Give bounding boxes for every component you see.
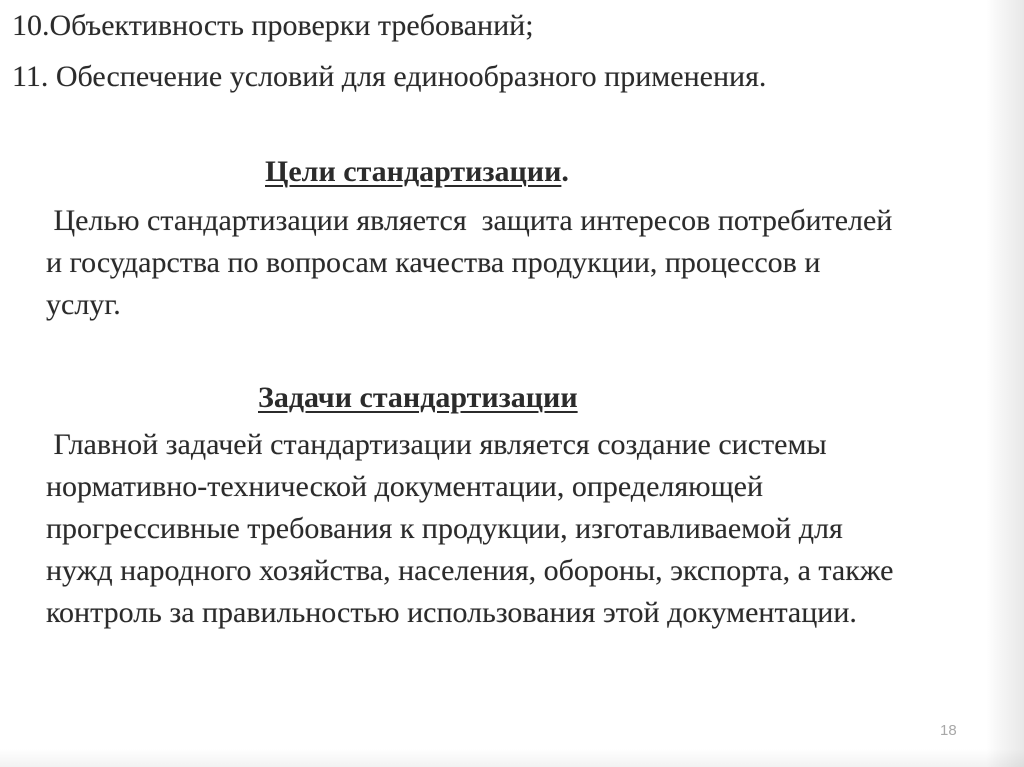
goals-paragraph (46, 200, 1006, 326)
bottom-shadow (0, 749, 1024, 767)
tasks-heading-text: Задачи стандартизации (258, 381, 578, 414)
goals-line-3: услуг. (46, 288, 121, 321)
list-item-11: 11. Обеспечение условий для единообразного применения. (12, 60, 767, 93)
tasks-line-4: нужд народного хозяйства, населения, обороны, экспорта, а также (46, 554, 894, 587)
tasks-line-1: Главной задачей стандартизации является создание системы (46, 428, 827, 461)
goals-heading-punct: . (561, 155, 569, 188)
tasks-line-2: нормативно-технической документации, определяющей (46, 470, 764, 503)
goals-line-1: Целью стандартизации является защита интересов потребителей (46, 204, 893, 237)
list-item-10: 10.Объективность проверки требований; (12, 9, 534, 42)
tasks-line-5: контроль за правильностью использования этой документации. (46, 596, 857, 629)
goals-line-2: и государства по вопросам качества продукции, процессов и (46, 246, 821, 279)
page-number: 18 (940, 722, 957, 739)
tasks-heading (258, 378, 578, 418)
edge-shadow (986, 0, 1024, 767)
goals-heading-text: Цели стандартизации (265, 155, 562, 188)
tasks-paragraph (46, 424, 1006, 634)
tasks-line-3: прогрессивные требования к продукции, изготавливаемой для (46, 512, 843, 545)
goals-heading (265, 152, 569, 192)
